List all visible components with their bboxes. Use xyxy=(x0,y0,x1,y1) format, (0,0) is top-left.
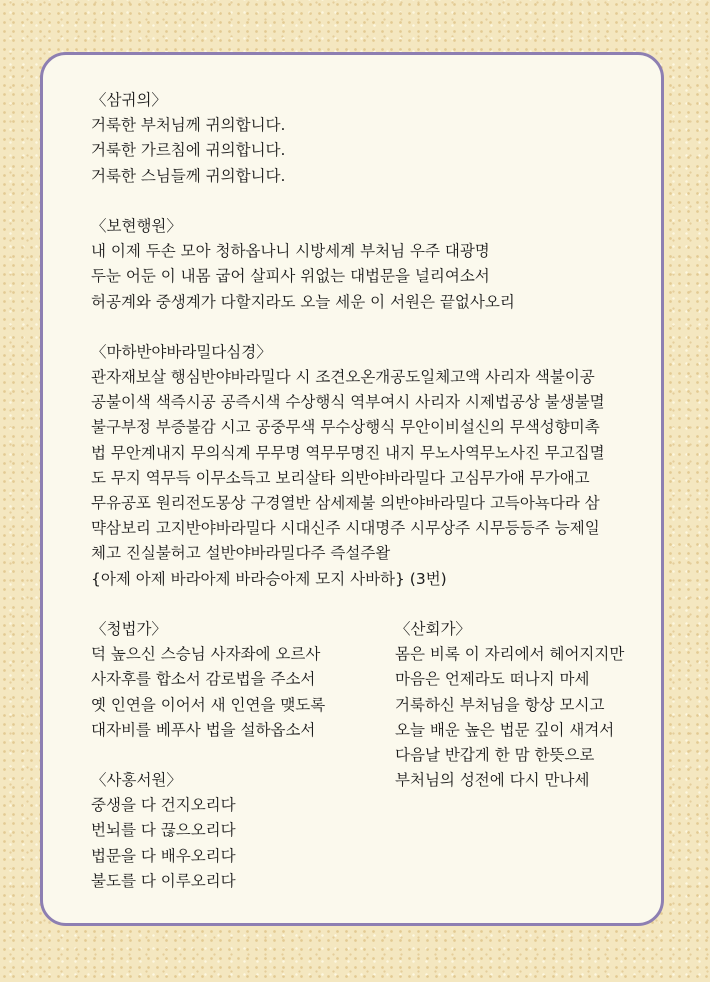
verse-line: 먁삼보리 고지반야바라밀다 시대신주 시대명주 시무상주 시무등등주 능제일 xyxy=(91,519,600,538)
mantra-line: {아제 아제 바라아제 바라승아제 모지 사바하} (3번) xyxy=(91,569,447,588)
verse-line: 내 이제 두손 모아 청하옵나니 시방세계 부처님 우주 대광명 xyxy=(91,242,490,261)
heart-sutra-section xyxy=(91,340,651,592)
verse-line: 부처님의 성전에 다시 만나세 xyxy=(395,771,590,790)
verse-line: 불도를 다 이루오리다 xyxy=(91,871,236,890)
verse-line: 다음날 반갑게 한 맘 한뜻으로 xyxy=(395,745,595,764)
chant-card xyxy=(40,52,664,926)
verse-line: 허공계와 중생계가 다할지라도 오늘 세운 이 서원은 끝없사오리 xyxy=(91,292,515,311)
bohyeon-section xyxy=(91,214,651,315)
verse-line: 불구부정 부증불감 시고 공중무색 무수상행식 무안이비설신의 무색성향미촉 xyxy=(91,418,600,437)
two-column-block xyxy=(91,617,651,894)
sahong-section xyxy=(91,768,391,894)
verse-line: 두눈 어둔 이 내몸 굽어 살피사 위없는 대법문을 널리여소서 xyxy=(91,267,490,286)
verse-line: 체고 진실불허고 설반야바라밀다주 즉설주왈 xyxy=(91,544,391,563)
verse-line: 법문을 다 배우오리다 xyxy=(91,846,236,865)
cheongbeop-section xyxy=(91,617,391,743)
verse-line: 사자후를 합소서 감로법을 주소서 xyxy=(91,670,316,689)
verse-line: 거룩한 부처님께 귀의합니다. xyxy=(91,116,286,135)
verse-line: 거룩한 가르침에 귀의합니다. xyxy=(91,141,286,160)
verse-line: 마음은 언제라도 떠나지 마세 xyxy=(395,670,590,689)
verse-line: 도 무지 역무득 이무소득고 보리살타 의반야바라밀다 고심무가애 무가애고 xyxy=(91,468,590,487)
verse-line: 무유공포 원리전도몽상 구경열반 삼세제불 의반야바라밀다 고득아뇩다라 삼 xyxy=(91,494,600,512)
verse-line: 거룩하신 부처님을 항상 모시고 xyxy=(395,695,605,714)
verse-line: 거룩한 스님들께 귀의합니다. xyxy=(91,166,286,185)
verse-line: 몸은 비록 이 자리에서 헤어지지만 xyxy=(395,645,625,664)
verse-line: 덕 높으신 스승님 사자좌에 오르사 xyxy=(91,645,321,664)
section-title: 〈산회가〉 xyxy=(395,619,471,638)
verse-line: 옛 인연을 이어서 새 인연을 맺도록 xyxy=(91,695,326,714)
left-column xyxy=(91,617,391,894)
sanhoe-section xyxy=(395,617,655,793)
chant-text xyxy=(91,88,651,894)
section-title: 〈청법가〉 xyxy=(91,619,167,638)
section-title: 〈삼귀의〉 xyxy=(91,91,167,109)
verse-line: 대자비를 베푸사 법을 설하옵소서 xyxy=(91,720,316,739)
samgwiui-section xyxy=(91,88,651,189)
verse-line: 오늘 배운 높은 법문 깊이 새겨서 xyxy=(395,720,615,739)
section-title: 〈마하반야바라밀다심경〉 xyxy=(91,342,272,361)
verse-line: 관자재보살 행심반야바라밀다 시 조견오온개공도일체고액 사리자 색불이공 xyxy=(91,368,595,387)
verse-line: 중생을 다 건지오리다 xyxy=(91,796,236,815)
verse-line: 번뇌를 다 끊으오리다 xyxy=(91,821,236,840)
section-title: 〈사홍서원〉 xyxy=(91,771,182,790)
right-column xyxy=(395,617,655,793)
section-title: 〈보현행원〉 xyxy=(91,216,182,235)
verse-line: 공불이색 색즉시공 공즉시색 수상행식 역부여시 사리자 시제법공상 불생불멸 xyxy=(91,393,605,412)
verse-line: 법 무안계내지 무의식계 무무명 역무무명진 내지 무노사역무노사진 무고집멸 xyxy=(91,443,605,462)
